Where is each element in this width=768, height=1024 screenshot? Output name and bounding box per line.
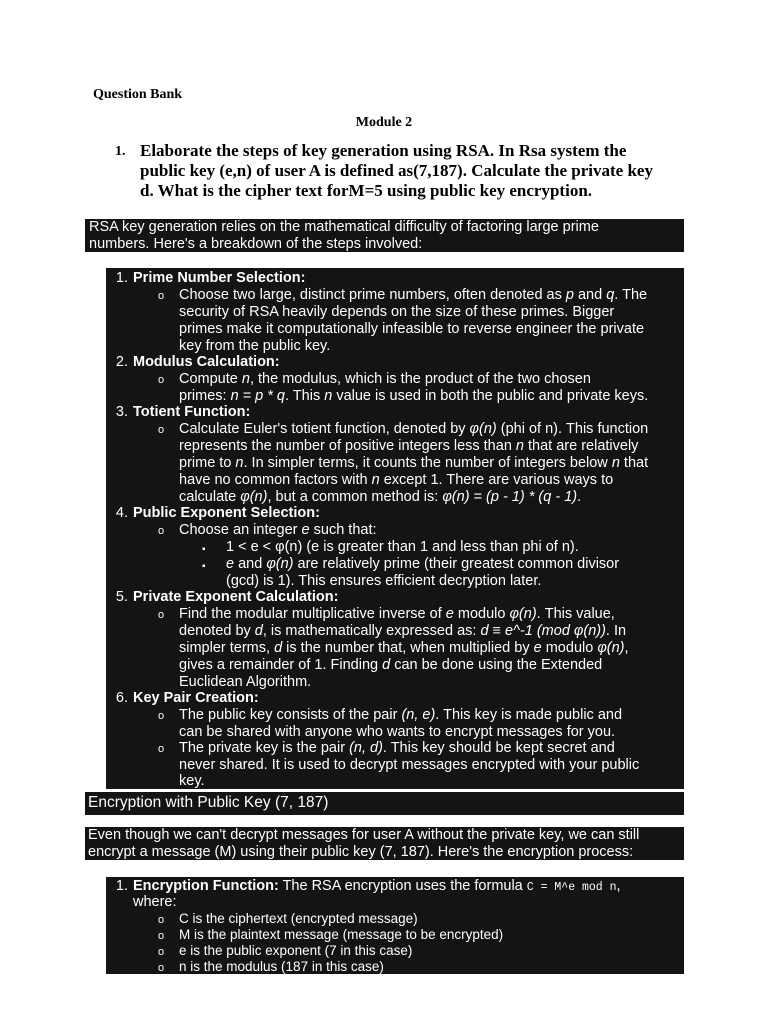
step-text-line: Find the modular multiplicative inverse of e modulo φ(n). This value, bbox=[179, 606, 615, 622]
step-text-line: Choose two large, distinct prime numbers, often denoted as p and q. The bbox=[179, 287, 648, 303]
step-text-line: calculate φ(n), but a common method is: φ(n) = (p - 1) * (q - 1). bbox=[179, 489, 582, 505]
encryption-where: where: bbox=[133, 894, 177, 910]
step-text-line: Euclidean Algorithm. bbox=[179, 674, 312, 690]
step-text-line: The private key is the pair (n, d). This key should be kept secret and bbox=[179, 740, 615, 756]
bullet-circle-icon: o bbox=[158, 962, 165, 974]
bullet-circle-icon: o bbox=[158, 424, 165, 436]
step-text-line: never shared. It is used to decrypt messages encrypted with your public bbox=[179, 757, 640, 773]
step-title: Totient Function: bbox=[133, 404, 251, 420]
sub-bullet-text: 1 < e < φ(n) (e is greater than 1 and less than phi of n). bbox=[226, 539, 579, 555]
bullet-square-icon: ▪ bbox=[202, 561, 206, 572]
step-text-line: have no common factors with n except 1. There are various ways to bbox=[179, 472, 614, 488]
step-text-line: Calculate Euler's totient function, denoted by φ(n) (phi of n). This function bbox=[179, 421, 649, 437]
sub-bullet-text: e and φ(n) are relatively prime (their greatest common divisor bbox=[226, 556, 620, 572]
step-number: 2. bbox=[115, 354, 128, 370]
encryption-paragraph bbox=[85, 827, 684, 860]
step-text-line: The public key consists of the pair (n, e). This key is made public and bbox=[179, 707, 623, 723]
bullet-circle-icon: o bbox=[158, 290, 165, 302]
step-number: 6. bbox=[115, 690, 128, 706]
intro-line: RSA key generation relies on the mathematical difficulty of factoring large prime bbox=[89, 219, 599, 235]
step-text-line: Compute n, the modulus, which is the product of the two chosen bbox=[179, 371, 591, 387]
step-title: Public Exponent Selection: bbox=[133, 505, 320, 521]
step-title: Private Exponent Calculation: bbox=[133, 589, 339, 605]
step-text-line: key. bbox=[179, 773, 205, 789]
step-number: 4. bbox=[115, 505, 128, 521]
sub-bullet-text: (gcd) is 1). This ensures efficient decryption later. bbox=[226, 573, 542, 589]
step-text-line: primes make it computationally infeasible to reverse engineer the private bbox=[179, 321, 645, 337]
bullet-circle-icon: o bbox=[158, 743, 165, 755]
step-text-line: gives a remainder of 1. Finding d can be done using the Extended bbox=[179, 657, 603, 673]
bullet-circle-icon: o bbox=[158, 914, 165, 926]
paragraph-line: encrypt a message (M) using their public key (7, 187). Here's the encryption process: bbox=[88, 844, 634, 860]
bullet-circle-icon: o bbox=[158, 525, 165, 537]
step-title: Key Pair Creation: bbox=[133, 690, 259, 706]
bullet-square-icon: ▪ bbox=[202, 544, 206, 555]
intro-line: numbers. Here's a breakdown of the steps involved: bbox=[89, 236, 423, 252]
step-text-line: simpler terms, d is the number that, when multiplied by e modulo φ(n), bbox=[179, 640, 629, 656]
module-title: Module 2 bbox=[355, 115, 413, 130]
step-text-line: denoted by d, is mathematically expressed as: d ≡ e^-1 (mod φ(n)). In bbox=[179, 623, 627, 639]
formula: C = M^e mod n bbox=[526, 881, 617, 894]
step-text-line: security of RSA heavily depends on the size of these primes. Bigger bbox=[179, 304, 615, 320]
bullet-circle-icon: o bbox=[158, 609, 165, 621]
steps-list bbox=[106, 268, 684, 789]
definition-item: M is the plaintext message (message to be encrypted) bbox=[179, 927, 504, 942]
encryption-heading: Encryption with Public Key (7, 187) bbox=[85, 792, 684, 815]
question-text: Elaborate the steps of key generation using RSA. In Rsa system the public key (e,n) of user A is defined as(7,187). Calculate the private key d. What is the cipher text forM=5 using public key encryption. bbox=[140, 141, 653, 200]
step-number: 1. bbox=[115, 270, 128, 286]
encryption-list bbox=[106, 877, 684, 974]
question-number: 1. bbox=[115, 144, 126, 159]
step-text-line: prime to n. In simpler terms, it counts the number of integers below n that bbox=[179, 455, 649, 471]
step-title: Modulus Calculation: bbox=[133, 354, 280, 370]
definition-item: n is the modulus (187 in this case) bbox=[179, 959, 384, 974]
step-text-line: Choose an integer e such that: bbox=[179, 522, 377, 538]
step-number: 1. bbox=[115, 878, 128, 894]
bullet-circle-icon: o bbox=[158, 946, 165, 958]
definition-item: C is the ciphertext (encrypted message) bbox=[179, 911, 418, 926]
encryption-item-text: Encryption Function: The RSA encryption uses the formula C = M^e mod n, bbox=[133, 878, 621, 894]
bullet-circle-icon: o bbox=[158, 710, 165, 722]
step-text-line: represents the number of positive integers less than n that are relatively bbox=[179, 438, 639, 454]
bullet-circle-icon: o bbox=[158, 930, 165, 942]
step-text-line: can be shared with anyone who wants to encrypt messages for you. bbox=[179, 724, 616, 740]
step-text-line: key from the public key. bbox=[179, 338, 331, 354]
step-title: Prime Number Selection: bbox=[133, 270, 306, 286]
definition-item: e is the public exponent (7 in this case) bbox=[179, 943, 413, 958]
step-text-line: primes: n = p * q. This n value is used in both the public and private keys. bbox=[179, 388, 649, 404]
step-number: 3. bbox=[115, 404, 128, 420]
paragraph-line: Even though we can't decrypt messages for user A without the private key, we can still bbox=[88, 827, 640, 843]
answer-intro bbox=[85, 219, 684, 252]
document-heading: Question Bank bbox=[93, 87, 183, 102]
bullet-circle-icon: o bbox=[158, 374, 165, 386]
step-number: 5. bbox=[115, 589, 128, 605]
